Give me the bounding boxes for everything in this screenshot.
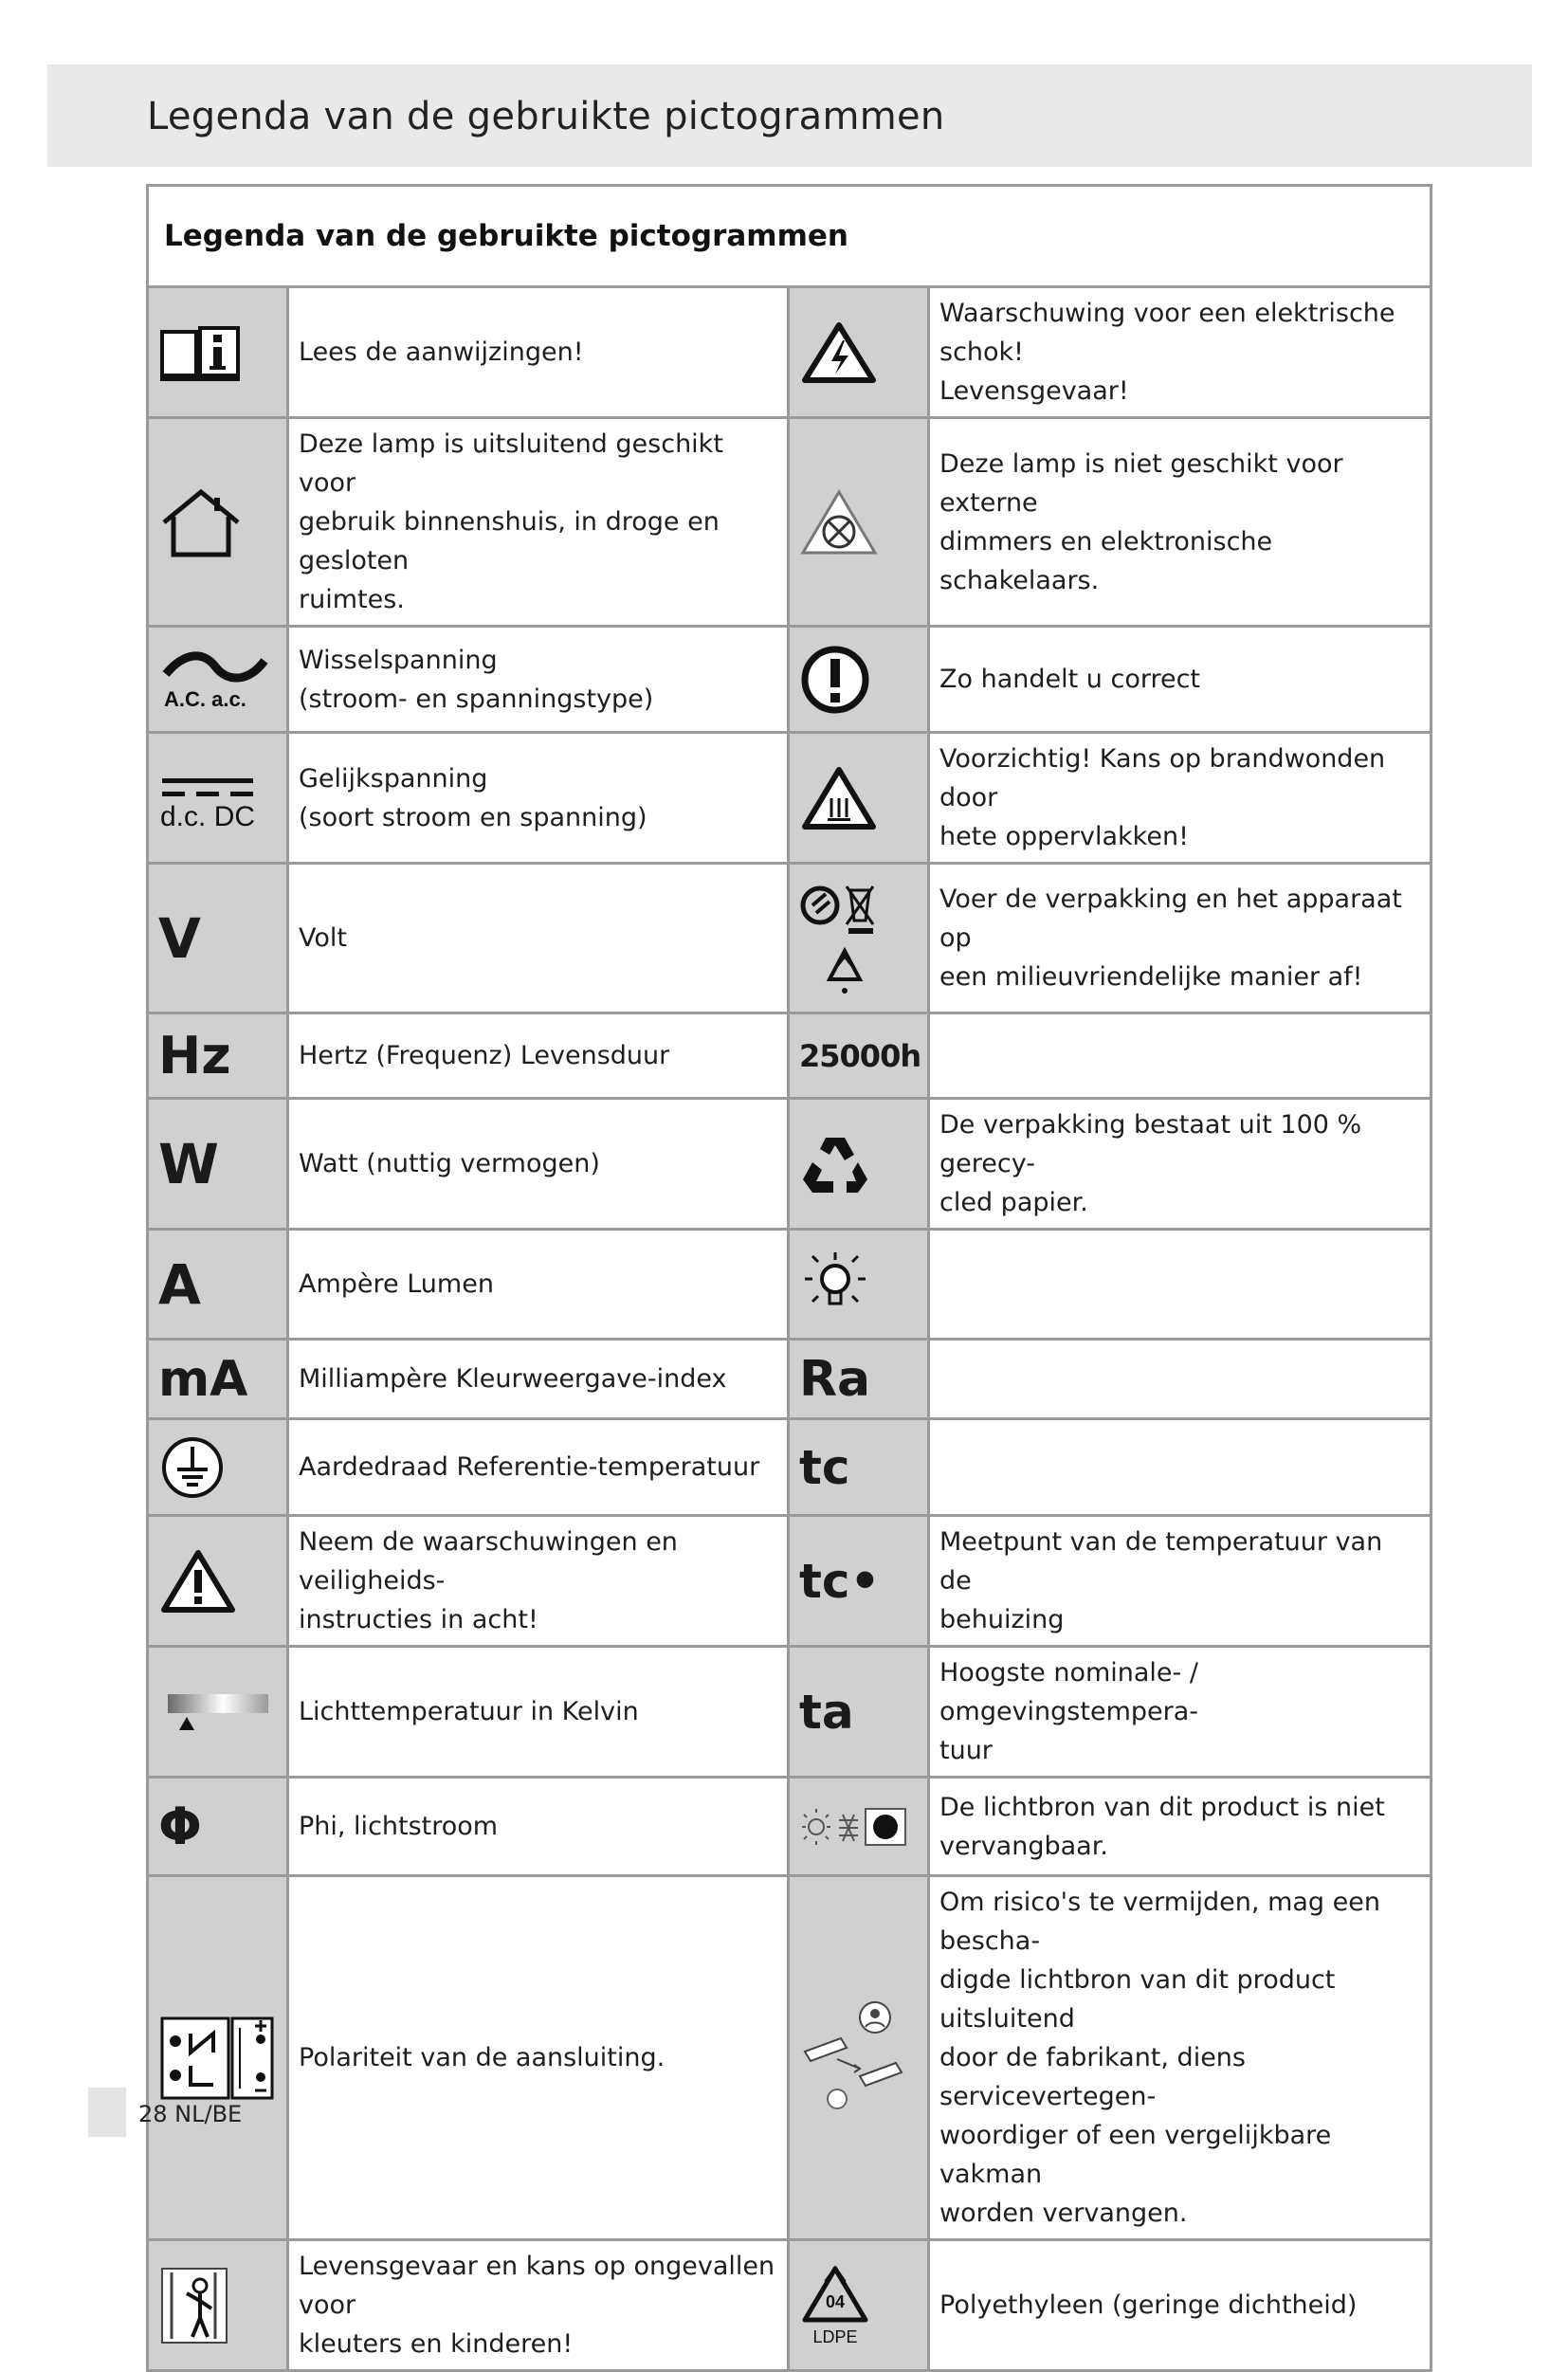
hertz-icon: Hz (148, 1013, 288, 1099)
table-row (148, 1516, 1431, 1647)
legend-description: Om risico's te vermijden, mag een bescha- digde lichtbron van dit product uitsluitend door de fabrikant, diens servicevertegen- woordiger of een vergelijkbare vakman worden vervangen. (929, 1876, 1431, 2240)
page-number: 28 NL/BE (138, 2101, 243, 2127)
legend-description: Hoogste nominale- / omgevingstempera- tuur (929, 1647, 1431, 1778)
table-row (148, 1099, 1431, 1230)
exclamation-circle-icon (789, 627, 929, 733)
house-icon (148, 418, 288, 627)
non-replaceable-led-icon (789, 1778, 929, 1876)
child-danger-icon (148, 2240, 288, 2371)
legend-description: Hertz (Frequenz) Levensduur (288, 1013, 789, 1099)
legend-description: Neem de waarschuwingen en veiligheids- instructies in acht! (288, 1516, 789, 1647)
light-bulb-icon (789, 1230, 929, 1340)
color-temperature-icon (148, 1647, 288, 1778)
legend-description: Watt (nuttig vermogen) (288, 1099, 789, 1230)
table-row (148, 1778, 1431, 1876)
direct-current-icon (148, 733, 288, 864)
table-row (148, 418, 1431, 627)
legend-description: Gelijkspanning (soort stroom en spanning) (288, 733, 789, 864)
table-row (148, 1340, 1431, 1419)
legend-description: Deze lamp is niet geschikt voor externe dimmers en elektronische schakelaars. (929, 418, 1431, 627)
legend-description: Aardedraad Referentie-temperatuur (288, 1419, 789, 1516)
no-dimmer-icon (789, 418, 929, 627)
legend-description: Wisselspanning (stroom- en spanningstype) (288, 627, 789, 733)
legend-description: Ampère Lumen (288, 1230, 789, 1340)
legend-description: Waarschuwing voor een elektrische schok! Levensgevaar! (929, 287, 1431, 418)
legend-description: Milliampère Kleurweergave-index (288, 1340, 789, 1419)
tc-point-icon: tc• (789, 1516, 929, 1647)
earth-ground-icon (148, 1419, 288, 1516)
table-row (148, 1013, 1431, 1099)
legend-description: Polyethyleen (geringe dichtheid) (929, 2240, 1431, 2371)
milliampere-icon: mA (148, 1340, 288, 1419)
legend-description: Deze lamp is uitsluitend geschikt voor gebruik binnenshuis, in droge en gesloten ruimtes. (288, 418, 789, 627)
page-title: Legenda van de gebruikte pictogrammen (147, 95, 945, 138)
alternating-current-icon (148, 627, 288, 733)
legend-description-empty (929, 1419, 1431, 1516)
ampere-icon: A (148, 1230, 288, 1340)
electric-shock-warning-icon (789, 287, 929, 418)
table-row (148, 627, 1431, 733)
phi-icon: Φ (148, 1778, 288, 1876)
color-rendering-icon: Ra (789, 1340, 929, 1419)
table-row (148, 1647, 1431, 1778)
ldpe-recycling-icon (789, 2240, 929, 2371)
svg-text:d.c. DC: d.c. DC (160, 800, 256, 831)
legend-description: Lichttemperatuur in Kelvin (288, 1647, 789, 1778)
page-number-tab (88, 2088, 126, 2137)
table-row (148, 287, 1431, 418)
legend-description-empty (929, 1230, 1431, 1340)
legend-description: De lichtbron van dit product is niet vervangbaar. (929, 1778, 1431, 1876)
svg-text:04: 04 (825, 2291, 846, 2311)
svg-text:A.C. a.c.: A.C. a.c. (164, 686, 246, 711)
tc-icon: tc (789, 1419, 929, 1516)
table-title: Legenda van de gebruikte pictogrammen (148, 186, 1431, 287)
polarity-icon (148, 1876, 288, 2240)
volt-icon: V (148, 864, 288, 1013)
lifetime-icon: 25000h (789, 1013, 929, 1099)
watt-icon: W (148, 1099, 288, 1230)
recycle-arrows-icon (789, 1099, 929, 1230)
table-row (148, 864, 1431, 1013)
legend-description: Levensgevaar en kans op ongevallen voor kleuters en kinderen! (288, 2240, 789, 2371)
recycling-disposal-icon (789, 864, 929, 1013)
legend-description: Zo handelt u correct (929, 627, 1431, 733)
table-row (148, 1230, 1431, 1340)
hot-surface-warning-icon (789, 733, 929, 864)
legend-description: Meetpunt van de temperatuur van de behuizing (929, 1516, 1431, 1647)
legend-description: Polariteit van de aansluiting. (288, 1876, 789, 2240)
warning-triangle-icon (148, 1516, 288, 1647)
replacement-by-manufacturer-icon (789, 1876, 929, 2240)
legend-table-wrapper (146, 184, 1430, 2372)
legend-description: Lees de aanwijzingen! (288, 287, 789, 418)
legend-description: De verpakking bestaat uit 100 % gerecy- cled papier. (929, 1099, 1431, 1230)
ta-icon: ta (789, 1647, 929, 1778)
legend-description: Voorzichtig! Kans op brandwonden door hete oppervlakken! (929, 733, 1431, 864)
table-row (148, 2240, 1431, 2371)
legend-description-empty (929, 1013, 1431, 1099)
table-row (148, 1419, 1431, 1516)
book-info-icon (148, 287, 288, 418)
legend-description: Voer de verpakking en het apparaat op een milieuvriendelijke manier af! (929, 864, 1431, 1013)
table-row (148, 733, 1431, 864)
svg-text:LDPE: LDPE (812, 2326, 858, 2346)
legend-description: Phi, lichtstroom (288, 1778, 789, 1876)
legend-description-empty (929, 1340, 1431, 1419)
table-row (148, 1876, 1431, 2240)
legend-table (146, 184, 1432, 2372)
legend-description: Volt (288, 864, 789, 1013)
